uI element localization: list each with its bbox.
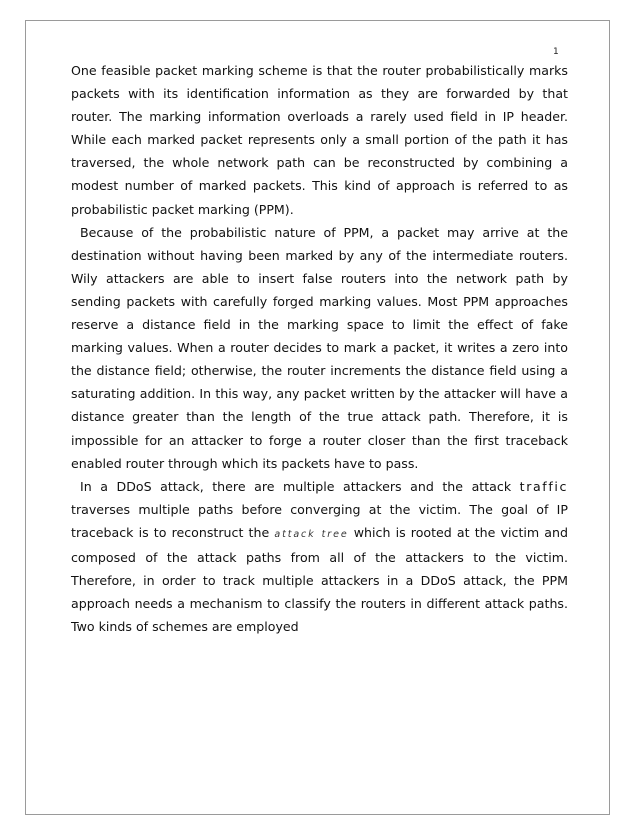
paragraph-ppm-distance-field: Because of the probabilistic nature of PPM, a packet may arrive at the destination without having been marked by any of the intermediate routers. Wily attackers are able to insert false routers into the network path by sending packets with carefully forged marking values. Most PPM approaches reserve a distance field in the marking space to limit the effect of fake marking values. When a router decides to mark a packet, it writes a zero into the distance field; otherwise, the router increments the distance field using a saturating addition. In this way, any packet written by the attacker will have a distance greater than the length of the true attack path. Therefore, it is impossible for an attacker to forge a router closer than the first traceback enabled router through which its packets have to pass. <box>71 224 568 471</box>
ddos-text-part3: which is rooted at the victim and composed of the attack paths from all of the attackers to the victim. Therefore, in order to track multiple attackers in a DDoS attack, the PPM approach needs a mechanism to classify the routers in different attack paths. Two kinds of schemes are employed <box>71 524 568 635</box>
paragraph-ppm-intro: One feasible packet marking scheme is that the router probabilistically marks packets with its identification information as they are forwarded by that router. The marking information overloads a rarely used field in IP header. While each marked packet represents only a small portion of the path it has traversed, the whole network path can be reconstructed by combining a modest number of marked packets. This kind of approach is referred to as probabilistic packet marking (PPM). <box>71 63 568 217</box>
traffic-word: traffic <box>519 478 568 494</box>
paragraph-ddos-attack <box>71 475 568 639</box>
document-body <box>71 59 568 638</box>
attack-tree-term: attack tree <box>274 528 349 540</box>
ddos-text-part2: traverses multiple paths before converging at the victim. The goal of IP traceback is to reconstruct the <box>71 501 568 540</box>
ddos-text-part1: In a DDoS attack, there are multiple attackers and the attack <box>80 478 520 494</box>
page-number: 1 <box>553 47 559 57</box>
